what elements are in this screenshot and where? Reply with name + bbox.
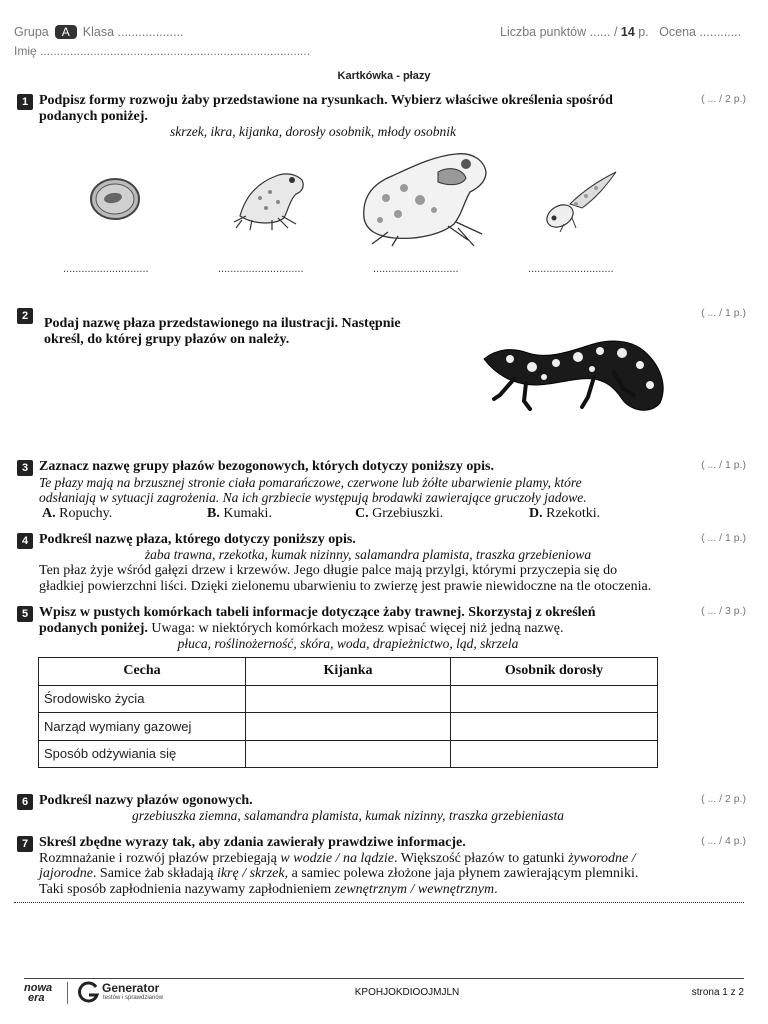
- question-5: [18, 605, 678, 636]
- answer-cell[interactable]: [451, 685, 658, 713]
- question-number: 6: [17, 794, 33, 810]
- answer-choice-b[interactable]: B. Kumaki.: [207, 506, 272, 521]
- answer-choice-c[interactable]: C. Grzebiuszki.: [355, 506, 444, 521]
- question-6: [18, 793, 658, 809]
- answer-blank-2[interactable]: ............................: [218, 263, 304, 275]
- nowa-era-logo: nowa era: [24, 982, 53, 1004]
- group-label: Grupa: [14, 25, 49, 39]
- table-row-label: Sposób odżywiania się: [39, 740, 246, 768]
- answer-table: [38, 657, 658, 768]
- description-line-2: odsłaniają w sytuacji zagrożenia. Na ich grzbiecie występują brodawki zawierające gruczoły jadowe.: [39, 490, 587, 505]
- young-frog-image: [232, 164, 310, 234]
- question-4: [18, 532, 658, 548]
- answer-options: skrzek, ikra, kijanka, dorosły osobnik, młody osobnik: [170, 124, 456, 139]
- answer-cell[interactable]: [451, 740, 658, 768]
- sentence-line-3: Taki sposób zapłodnienia nazywamy zapłodnieniem zewnętrznym / wewnętrznym.: [39, 881, 498, 897]
- page-number: strona 1 z 2: [691, 987, 744, 998]
- question-points: ( ... / 4 p.): [701, 835, 746, 847]
- generator-logo-text: Generator: [102, 981, 160, 995]
- question-number: 5: [17, 606, 33, 622]
- page-title: Kartkówka - płazy: [337, 70, 431, 82]
- question-text: Zaznacz nazwę grupy płazów bezogonowych, których dotyczy poniższy opis.: [39, 459, 494, 474]
- description-line-1: Te płazy mają na brzusznej stronie ciała pomarańczowe, czerwone lub żółte ubarwienie plamy, które: [39, 474, 582, 490]
- question-text: Podkreśl nazwy płazów ogonowych.: [39, 793, 253, 808]
- question-number: 1: [17, 94, 33, 110]
- description: Ten płaz żyje wśród gałęzi drzew i krzewów. Jego długie palce mają przylgi, którymi przyczepia się do gładkiej powierzchni liści. Dzięki zielonemu ubarwieniu to zwierzę jest prawie niewidoczne na tle otoczenia.: [39, 563, 652, 594]
- answer-cell[interactable]: [246, 685, 451, 713]
- word-choice[interactable]: jajorodne: [39, 866, 93, 881]
- name-label: Imię .................................................................................: [14, 44, 311, 58]
- question-text: Podkreśl nazwę płaza, którego dotyczy poniższy opis.: [39, 532, 356, 547]
- question-7: [18, 835, 718, 897]
- answer-blank-1[interactable]: ............................: [63, 263, 149, 275]
- answer-options: płuca, roślinożerność, skóra, woda, drapieżnictwo, ląd, skrzela: [177, 636, 519, 651]
- document-code: KPOHJOKDIOOJMJLN: [354, 987, 460, 998]
- question-points: ( ... / 1 p.): [701, 532, 746, 544]
- egg-image: [88, 176, 142, 222]
- word-choice[interactable]: zewnętrznym / wewnętrznym: [334, 881, 495, 897]
- answer-blank-3[interactable]: ............................: [373, 263, 459, 275]
- answer-options: grzebiuszka ziemna, salamandra plamista, kumak nizinny, traszka grzebieniasta: [132, 808, 564, 823]
- table-header: Cecha: [39, 658, 246, 686]
- group-field: [14, 25, 184, 39]
- table-header: Kijanka: [246, 658, 451, 686]
- points-unit: p.: [638, 25, 649, 39]
- word-choice[interactable]: w wodzie / na lądzie: [280, 850, 394, 866]
- grade-label: Ocena ............: [659, 25, 742, 39]
- answer-cell[interactable]: [246, 740, 451, 768]
- answer-cell[interactable]: [451, 713, 658, 741]
- generator-subtitle: testów i sprawdzianów: [103, 995, 164, 1001]
- question-text: Podaj nazwę płaza przedstawionego na ilustracji. Następnie określ, do której grupy płazów on należy.: [44, 316, 401, 347]
- answer-choice-a[interactable]: A. Ropuchy.: [42, 506, 113, 521]
- footer-divider: [24, 978, 744, 979]
- group-badge: A: [55, 25, 77, 39]
- tadpole-image: [540, 166, 620, 232]
- question-points: ( ... / 1 p.): [701, 307, 746, 319]
- question-3: [18, 459, 658, 506]
- sentence-line-1: Rozmnażanie i rozwój płazów przebiegają w wodzie / na lądzie. Większość płazów to gatunki żyworodne /: [39, 850, 636, 866]
- score-field: [500, 25, 741, 39]
- table-row-label: Środowisko życia: [39, 685, 246, 713]
- word-choice[interactable]: żyworodne /: [568, 850, 636, 866]
- question-text: Podpisz formy rozwoju żaby przedstawione na rysunkach. Wybierz właściwe określenia spośród podanych poniżej.: [39, 93, 613, 124]
- question-text: Wpisz w pustych komórkach tabeli informacje dotyczące żaby trawnej. Skorzystaj z określeń: [39, 605, 596, 620]
- question-text-2: podanych poniżej.: [39, 620, 148, 636]
- question-number: 7: [17, 836, 33, 852]
- table-header: Osobnik dorosły: [451, 658, 658, 686]
- answer-cell[interactable]: [246, 713, 451, 741]
- dotted-divider: [14, 902, 744, 903]
- points-label: Liczba punktów ...... /: [500, 25, 618, 39]
- question-points: ( ... / 2 p.): [701, 793, 746, 805]
- question-number: 3: [17, 460, 33, 476]
- adult-frog-image: [358, 148, 490, 248]
- table-row-label: Narząd wymiany gazowej: [39, 713, 246, 741]
- question-points: ( ... / 1 p.): [701, 459, 746, 471]
- word-choice[interactable]: ikrę / skrzek: [216, 866, 285, 881]
- question-number: 4: [17, 533, 33, 549]
- question-points: ( ... / 3 p.): [701, 605, 746, 617]
- salamander-image: [474, 315, 680, 435]
- answer-choice-d[interactable]: D. Rzekotki.: [529, 506, 601, 521]
- question-text: Skreśl zbędne wyrazy tak, aby zdania zawierały prawdziwe informacje.: [39, 835, 466, 850]
- question-number: 2: [17, 308, 33, 324]
- answer-options: żaba trawna, rzekotka, kumak nizinny, salamandra plamista, traszka grzebieniowa: [144, 547, 592, 562]
- question-note: Uwaga: w niektórych komórkach możesz wpisać więcej niż jedną nazwę.: [151, 620, 564, 636]
- points-total: 14: [620, 25, 635, 39]
- sentence-line-2: jajorodne. Samice żab składają ikrę / skrzek, a samiec polewa złożone jaja płynem zawierającym plemniki.: [39, 866, 639, 881]
- question-1: [18, 93, 658, 124]
- question-points: ( ... / 2 p.): [701, 93, 746, 105]
- class-label: Klasa ...................: [82, 25, 184, 39]
- answer-blank-4[interactable]: ............................: [528, 263, 614, 275]
